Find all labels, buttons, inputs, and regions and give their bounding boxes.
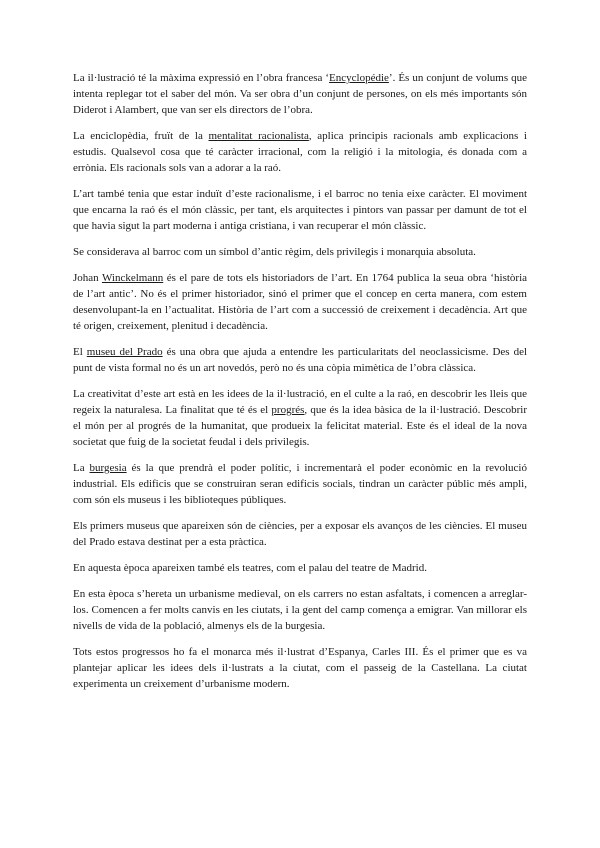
paragraph bbox=[73, 244, 527, 260]
text-run: és el pare de tots els historiadors de l’art. En 1764 publica la seua obra ‘història de l’art antic’. No és el primer historiador, sinó el primer que el concep en certa manera, com estem desenvolupant-la en l’actualitat. Història de l’art com a successió de creixement i decadència. Art que té origen, creixement, plenitud i decadència. bbox=[73, 272, 528, 332]
document-body bbox=[73, 70, 527, 692]
paragraph bbox=[73, 70, 527, 118]
text-run: és la que prendrà el poder polític, i incrementarà el poder econòmic en la revolució industrial. Els edificis que se construiran seran edificis socials, tindran un caràcter públic més ampli, com són els museus i les biblioteques públiques. bbox=[73, 462, 527, 506]
text-run: Els primers museus que apareixen són de ciències, per a exposar els avanços de les ciències. El museu del Prado estava destinat per a esta pràctica. bbox=[73, 520, 527, 548]
text-run: En aquesta època apareixen també els teatres, com el palau del teatre de Madrid. bbox=[73, 562, 427, 574]
paragraph bbox=[73, 460, 527, 508]
underlined-term: Winckelmann bbox=[101, 272, 164, 284]
text-run: Se considerava al barroc com un símbol d’antic règim, dels privilegis i monarquia absoluta. bbox=[73, 246, 476, 258]
underlined-term: progrés bbox=[271, 404, 305, 416]
underlined-term: mentalitat racionalista bbox=[208, 130, 309, 142]
paragraph bbox=[73, 344, 527, 376]
text-run: La il·lustració té la màxima expressió en l’obra francesa ‘ bbox=[73, 72, 330, 84]
paragraph bbox=[73, 518, 527, 550]
text-run: ’. És un conjunt de volums que intenta replegar tot el saber del món. Va ser obra d’un conjunt de persones, on els més importants són Diderot i Alambert, que van ser els directors de l’obra. bbox=[73, 72, 527, 116]
underlined-term: Encyclopédie bbox=[329, 72, 389, 84]
text-run: L’art també tenia que estar induït d’este racionalisme, i el barroc no tenia eixe caràcter. El moviment que encarna la raó és el món clàssic, per tant, els arquitectes i pintors van passar per damunt de tot el que havia sigut la part moderna i antiga cristiana, i van recuperar el món clàssic. bbox=[73, 188, 527, 232]
text-run: La bbox=[73, 462, 90, 474]
text-run: El bbox=[73, 346, 87, 358]
underlined-term: burgesia bbox=[89, 462, 127, 474]
text-run: La enciclopèdia, fruït de la bbox=[73, 130, 209, 142]
text-run: , aplica principis racionals amb explicacions i estudis. Qualsevol cosa que té caràcter irracional, com la religió i la mitologia, és donada com a errònia. Els racionals sols van a adorar a la raó. bbox=[73, 130, 527, 174]
text-run: La creativitat d’este art està en les idees de la il·lustració, en el culte a la raó, en descobrir les lleis que regeix la naturalesa. La finalitat que té és el bbox=[73, 388, 527, 416]
text-run: Tots estos progressos ho fa el monarca més il·lustrat d’Espanya, Carles III. És el primer que es va plantejar aplicar les idees dels il·lustrats a la ciutat, com el passeig de la Castellana. La ciutat experimenta un creixement d’urbanisme modern. bbox=[73, 646, 527, 690]
paragraph bbox=[73, 386, 527, 450]
text-run: , que és la idea bàsica de la il·lustració. Descobrir el món per al progrés de la humanitat, que produeix la felicitat material. Este és el ideal de la nova societat que fuig de la societat feudal i dels privilegis. bbox=[73, 404, 527, 448]
text-run: En esta època s’hereta un urbanisme medieval, on els carrers no estan asfaltats, i comencen a arreglar-los. Comencen a fer molts canvis en les ciutats, i la gent del camp comença a emigrar. Van millorar els nivells de vida de la població, almenys els de la burgesia. bbox=[73, 588, 527, 632]
underlined-term: museu del Prado bbox=[86, 346, 163, 358]
text-run: és una obra que ajuda a entendre les particularitats del neoclassicisme. Des del punt de vista formal no és un art novedós, però no és una còpia mimètica de l’obra clàssica. bbox=[73, 346, 528, 374]
paragraph bbox=[73, 128, 527, 176]
paragraph bbox=[73, 586, 527, 634]
paragraph bbox=[73, 270, 527, 334]
text-run: Johan bbox=[73, 272, 102, 284]
paragraph bbox=[73, 186, 527, 234]
paragraph bbox=[73, 644, 527, 692]
paragraph bbox=[73, 560, 527, 576]
